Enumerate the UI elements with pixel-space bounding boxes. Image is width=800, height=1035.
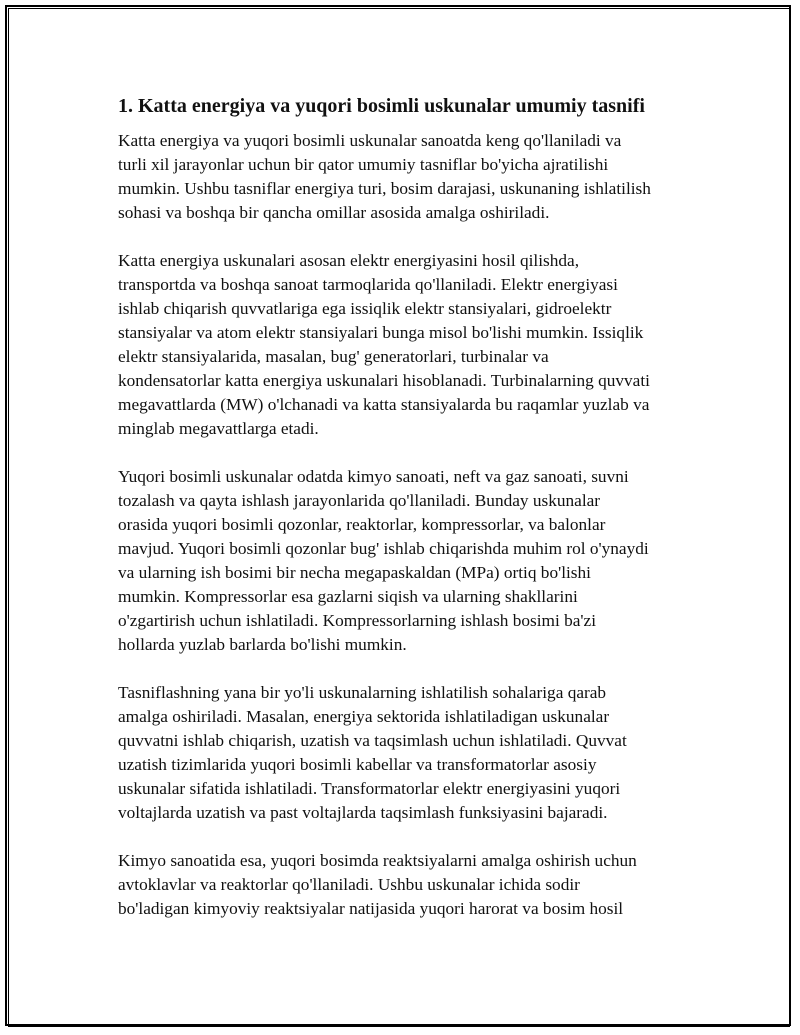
text-line: mumkin. Ushbu tasniflar energiya turi, bosim darajasi, uskunaning ishlatilish: [118, 179, 651, 198]
text-line: uskunalar sifatida ishlatiladi. Transformatorlar elektr energiyasini yuqori: [118, 779, 621, 798]
document-body: [118, 93, 698, 945]
text-line: Katta energiya va yuqori bosimli uskunalar sanoatda keng qo'llaniladi va: [118, 131, 622, 150]
text-line: amalga oshiriladi. Masalan, energiya sektorida ishlatiladigan uskunalar: [118, 707, 610, 726]
text-line: ishlab chiqarish quvvatlariga ega issiqlik elektr stansiyalari, gidroelektr: [118, 299, 612, 318]
section-title: 1. Katta energiya va yuqori bosimli uskunalar umumiy tasnifi: [118, 95, 645, 117]
text-line: Katta energiya uskunalari asosan elektr energiyasini hosil qilishda,: [118, 251, 580, 270]
text-line: minglab megavattlarga etadi.: [118, 419, 319, 438]
paragraph-3: [118, 465, 698, 657]
text-line: stansiyalar va atom elektr stansiyalari bunga misol bo'lishi mumkin. Issiqlik: [118, 323, 644, 342]
text-line: Tasniflashning yana bir yo'li uskunalarning ishlatilish sohalariga qarab: [118, 683, 607, 702]
text-line: avtoklavlar va reaktorlar qo'llaniladi. Ushbu uskunalar ichida sodir: [118, 875, 580, 894]
paragraph-4: [118, 681, 698, 825]
text-line: orasida yuqori bosimli qozonlar, reaktorlar, kompressorlar, va balonlar: [118, 515, 606, 534]
text-line: hollarda yuzlab barlarda bo'lishi mumkin.: [118, 635, 407, 654]
text-line: megavattlarda (MW) o'lchanadi va katta stansiyalarda bu raqamlar yuzlab va: [118, 395, 650, 414]
text-line: va ularning ish bosimi bir necha megapaskaldan (MPa) ortiq bo'lishi: [118, 563, 591, 582]
text-line: sohasi va boshqa bir qancha omillar asosida amalga oshiriladi.: [118, 203, 550, 222]
text-line: tozalash va qayta ishlash jarayonlarida qo'llaniladi. Bunday uskunalar: [118, 491, 601, 510]
text-line: Yuqori bosimli uskunalar odatda kimyo sanoati, neft va gaz sanoati, suvni: [118, 467, 629, 486]
text-line: elektr stansiyalarida, masalan, bug' generatorlari, turbinalar va: [118, 347, 549, 366]
text-line: kondensatorlar katta energiya uskunalari hisoblanadi. Turbinalarning quvvati: [118, 371, 650, 390]
text-line: bo'ladigan kimyoviy reaktsiyalar natijasida yuqori harorat va bosim hosil: [118, 899, 624, 918]
text-line: mavjud. Yuqori bosimli qozonlar bug' ishlab chiqarishda muhim rol o'ynaydi: [118, 539, 649, 558]
text-line: o'zgartirish uchun ishlatiladi. Kompressorlarning ishlash bosimi ba'zi: [118, 611, 597, 630]
text-line: uzatish tizimlarida yuqori bosimli kabellar va transformatorlar asosiy: [118, 755, 597, 774]
paragraph-1: [118, 129, 698, 225]
text-line: turli xil jarayonlar uchun bir qator umumiy tasniflar bo'yicha ajratilishi: [118, 155, 609, 174]
text-line: Kimyo sanoatida esa, yuqori bosimda reaktsiyalarni amalga oshirish uchun: [118, 851, 637, 870]
paragraph-2: [118, 249, 698, 441]
paragraph-5: [118, 849, 698, 921]
text-line: voltajlarda uzatish va past voltajlarda taqsimlash funksiyasini bajaradi.: [118, 803, 608, 822]
text-line: quvvatni ishlab chiqarish, uzatish va taqsimlash uchun ishlatiladi. Quvvat: [118, 731, 627, 750]
text-line: mumkin. Kompressorlar esa gazlarni siqish va ularning shakllarini: [118, 587, 578, 606]
text-line: transportda va boshqa sanoat tarmoqlarida qo'llaniladi. Elektr energiyasi: [118, 275, 618, 294]
